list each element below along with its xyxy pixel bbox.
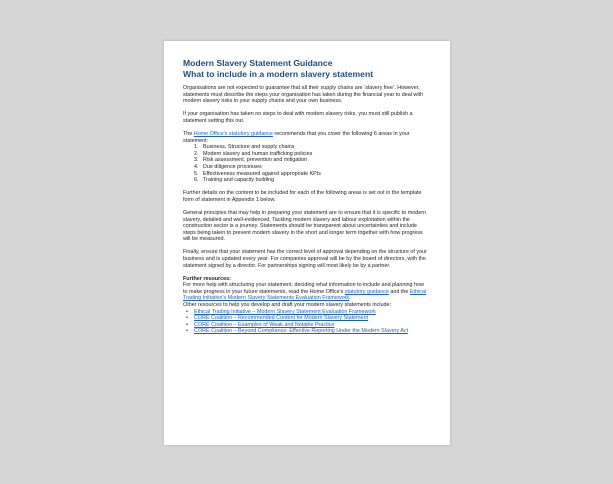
area-item: 6. Training and capacity building — [200, 177, 428, 184]
intro-paragraph: Organisations are not expected to guarantee that all their supply chains are ‘slavery free’. However, statements must describe the steps your organisation has taken during the financial year to deal with modern slavery risks in your supply chains and your own business. — [183, 85, 424, 105]
area-item: 4. Due diligence processes — [200, 164, 428, 171]
no-steps-paragraph: If your organisation has taken no steps to deal with modern slavery risks, you must still publish a statement setting this out. — [183, 111, 413, 124]
bullet-icon: • — [186, 328, 188, 335]
document-title — [183, 58, 428, 79]
six-areas-list — [183, 144, 428, 184]
resource-item — [186, 328, 428, 335]
six-areas-prefix: The — [183, 130, 194, 137]
title-line-2: What to include in a modern slavery statement — [183, 68, 374, 79]
bullet-icon: • — [186, 315, 188, 322]
document-content — [183, 58, 428, 335]
bullet-icon: • — [186, 321, 188, 328]
area-item: 3. Risk assessment, prevention and mitigation — [200, 157, 428, 164]
resource-link[interactable]: CORE Coalition – Beyond Compliance: Effective Reporting Under the Modern Slavery Act — [194, 328, 409, 335]
resource-link[interactable]: CORE Coalition – Recommended Content for Modern Slavery Statement — [194, 315, 369, 322]
resources-mid: and the — [388, 288, 410, 295]
area-item: 2. Modern slavery and human trafficking policies — [200, 151, 428, 158]
resources-heading: Further resources: — [183, 275, 231, 282]
eti-framework-link[interactable]: Ethical Trading Initiative's Modern Slavery Statements Evaluation Framework — [183, 288, 427, 302]
home-office-guidance-link[interactable]: Home Office's statutory guidance — [193, 130, 273, 137]
resources-end: . — [349, 295, 351, 302]
other-resources-text: Other resources to help you develop and draft your modern slavery statements include: — [183, 302, 391, 309]
six-areas-suffix: recommends that you cover the following 6 areas in your statement: — [183, 130, 410, 144]
further-details-paragraph: Further details on the content to be included for each of the following areas is set out in the template form of statement in Appendix 1 below. — [183, 190, 422, 203]
resource-links-list — [183, 309, 428, 335]
resource-link[interactable]: Ethical Trading Initiative – Modern Slavery Statement Evaluation Framework — [194, 308, 376, 315]
resource-item — [186, 321, 428, 329]
document-page — [164, 41, 450, 445]
resources-prefix: For more help with structuring your statement, deciding what information to include and planning how to make progress in your future statements, read the Home Office's — [183, 282, 424, 295]
six-areas-paragraph — [183, 131, 428, 144]
resource-item — [186, 315, 428, 322]
approval-paragraph: Finally, ensure that your statement has the correct level of approval depending on the structure of your business and is updated every year. For companies approval will be by the board of directors, with the statement signed by a director. For partnerships signing will most likely be by a partner. — [183, 249, 427, 269]
resources-paragraph — [183, 282, 428, 302]
area-item: 1. Business, Structure and supply chains — [200, 144, 428, 151]
general-principles-paragraph: General principles that may help in preparing your statement are to ensure that it is specific to modern slavery, detailed and well-evidenced. Tackling modern slavery and labour exploitation within the construction sector is a journey. Statements should be transparent about uncertainties and include steps being taken to prevent modern slavery in the short and longer term together with how progress will be measured. — [183, 209, 427, 243]
statutory-guidance-link[interactable]: statutory guidance — [344, 288, 389, 295]
title-line-1: Modern Slavery Statement Guidance — [183, 58, 333, 68]
area-item: 5. Effectiveness measured against appropriate KPIs — [200, 171, 428, 178]
resource-link[interactable]: CORE Coalition – Examples of Weak and Notable Practice — [194, 321, 335, 328]
resource-item — [186, 308, 428, 316]
bullet-icon: • — [186, 308, 188, 315]
